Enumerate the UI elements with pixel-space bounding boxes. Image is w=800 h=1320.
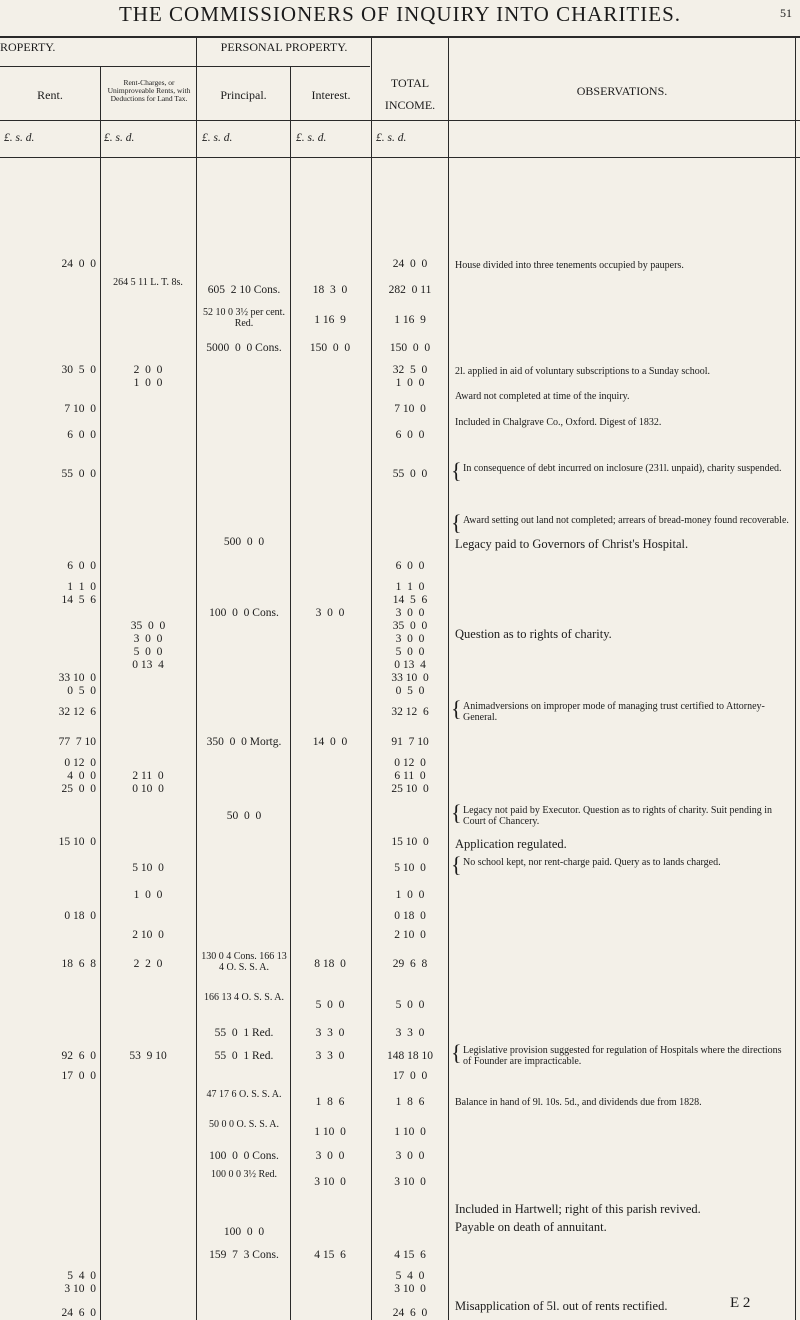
total-cell: 1 0 0: [395, 377, 425, 389]
total-cell: 0 5 0: [395, 685, 425, 697]
rent-cell: 92 6 0: [61, 1050, 96, 1062]
interest-cell: 3 3 0: [315, 1050, 345, 1062]
header-bottom-rule: [0, 120, 800, 121]
principal-cell: 52 10 0 3½ per cent. Red.: [203, 307, 285, 329]
total-cell: 32 5 0: [392, 364, 428, 376]
principal-cell: 100 0 0 3½ Red.: [210, 1169, 278, 1180]
rent-cell: 32 12 6: [58, 706, 96, 718]
total-cell: 2 10 0: [394, 929, 426, 941]
interest-header: Interest.: [311, 88, 351, 102]
total-cell: 3 0 0: [395, 607, 425, 619]
rc-cell: 264 5 11 L. T. 8s.: [113, 277, 183, 288]
interest-cell: 18 3 0: [312, 284, 348, 296]
rent-cell: 33 10 0: [58, 672, 96, 684]
brace-mark: {: [451, 800, 462, 825]
principal-cell: 50 0 0: [226, 810, 262, 822]
brace-mark: {: [451, 696, 462, 721]
interest-cell: 3 0 0: [315, 607, 345, 619]
principal-cell: 47 17 6 O. S. S. A.: [206, 1089, 282, 1100]
rc-cell: 1 0 0: [133, 889, 163, 901]
rc-cell: 5 10 0: [132, 862, 164, 874]
observation-text: Payable on death of annuitant.: [455, 1220, 607, 1234]
rc-cell: 2 11 0: [132, 770, 164, 782]
rc-cell: 1 0 0: [133, 377, 163, 389]
total-cell: 5 0 0: [395, 999, 425, 1011]
principal-cell: 55 0 1 Red.: [214, 1027, 274, 1039]
total-cell: 0 18 0: [394, 910, 426, 922]
interest-cell: 1 16 9: [314, 314, 346, 326]
total-cell: 55 0 0: [392, 468, 428, 480]
interest-cell: 3 0 0: [315, 1150, 345, 1162]
total-cell: 150 0 0: [389, 342, 431, 354]
signature-mark: E 2: [730, 1295, 751, 1311]
observation-text: 2l. applied in aid of voluntary subscriptions to a Sunday school.: [455, 366, 710, 377]
total-cell: 1 0 0: [395, 889, 425, 901]
rent-cell: 18 6 8: [61, 958, 96, 970]
personal-property-header: PERSONAL PROPERTY.: [220, 40, 348, 54]
total-cell: 4 15 6: [394, 1249, 426, 1261]
col-rule-1: [100, 66, 101, 1320]
rent-cell: 5 4 0: [67, 1270, 96, 1282]
total-cell: 5 10 0: [394, 862, 426, 874]
principal-cell: 100 0 0 Cons.: [209, 607, 279, 619]
top-rule: [0, 36, 800, 38]
total-cell: 1 10 0: [394, 1126, 426, 1138]
observation-text: Balance in hand of 9l. 10s. 5d., and dividends due from 1828.: [455, 1097, 702, 1108]
col-rule-5: [448, 36, 449, 1320]
observation-text: Included in Hartwell; right of this parish revived.: [455, 1202, 701, 1216]
principal-cell: 5000 0 0 Cons.: [206, 342, 282, 354]
observation-text: No school kept, nor rent-charge paid. Query as to lands charged.: [463, 857, 721, 868]
principal-header: Principal.: [220, 88, 267, 102]
rent-cell: 0 18 0: [64, 910, 96, 922]
observation-text: Legacy not paid by Executor. Question as to rights of charity. Suit pending in Court of Chancery.: [463, 805, 773, 827]
total-units: £. s. d.: [376, 132, 407, 144]
total-cell: 35 0 0: [392, 620, 428, 632]
interest-cell: 5 0 0: [315, 999, 345, 1011]
total-cell: 1 8 6: [395, 1096, 425, 1108]
rent-units: £. s. d.: [4, 132, 35, 144]
rent-cell: 0 5 0: [67, 685, 96, 697]
total-cell: 15 10 0: [391, 836, 429, 848]
rc-cell: 2 2 0: [133, 958, 163, 970]
rent-charges-units: £. s. d.: [104, 132, 135, 144]
rent-cell: 6 0 0: [67, 560, 96, 572]
observation-text: Question as to rights of charity.: [455, 627, 612, 641]
principal-cell: 350 0 0 Mortg.: [206, 736, 282, 748]
interest-cell: 8 18 0: [314, 958, 346, 970]
total-cell: 6 0 0: [395, 429, 425, 441]
total-cell: 29 6 8: [392, 958, 428, 970]
interest-cell: 1 8 6: [315, 1096, 345, 1108]
interest-cell: 14 0 0: [312, 736, 348, 748]
rc-cell: 3 0 0: [133, 633, 163, 645]
property-header: ROPERTY.: [0, 40, 56, 54]
total-cell: 5 4 0: [395, 1270, 425, 1282]
total-cell: 6 0 0: [395, 560, 425, 572]
principal-cell: 50 0 0 O. S. S. A.: [208, 1119, 279, 1130]
rc-cell: 35 0 0: [130, 620, 166, 632]
principal-cell: 159 7 3 Cons.: [209, 1249, 279, 1261]
total-cell: 91 7 10: [391, 736, 429, 748]
total-cell: 33 10 0: [391, 672, 429, 684]
income-header: INCOME.: [384, 98, 436, 112]
rc-cell: 0 10 0: [132, 783, 164, 795]
observation-text: Award not completed at time of the inquiry.: [455, 391, 630, 402]
principal-units: £. s. d.: [202, 132, 233, 144]
total-cell: 14 5 6: [392, 594, 428, 606]
units-bottom-rule: [0, 157, 800, 158]
total-cell: 3 3 0: [395, 1027, 425, 1039]
total-cell: 0 13 4: [394, 659, 426, 671]
principal-cell: 100 0 0 Cons.: [209, 1150, 279, 1162]
total-cell: 7 10 0: [394, 403, 426, 415]
total-cell: 17 0 0: [392, 1070, 428, 1082]
total-cell: 6 11 0: [394, 770, 426, 782]
total-header: TOTAL: [390, 76, 430, 90]
rent-charges-header: Rent-Charges, or Unimproveable Rents, with Deductions for Land Tax.: [107, 78, 191, 103]
observation-text: Legislative provision suggested for regulation of Hospitals where the directions of Founder are impracticable.: [463, 1045, 782, 1067]
total-cell: 282 0 11: [388, 284, 432, 296]
right-edge-rule: [795, 36, 796, 1320]
page-number: 51: [780, 6, 792, 20]
principal-cell: 605 2 10 Cons.: [207, 284, 281, 296]
rc-cell: 0 13 4: [132, 659, 164, 671]
rent-cell: 24 6 0: [61, 1307, 96, 1319]
interest-cell: 3 3 0: [315, 1027, 345, 1039]
total-cell: 3 10 0: [394, 1176, 426, 1188]
rc-cell: 5 0 0: [133, 646, 163, 658]
rc-cell: 53 9 10: [129, 1050, 167, 1062]
total-cell: 3 0 0: [395, 1150, 425, 1162]
interest-cell: 150 0 0: [309, 342, 351, 354]
page-title: THE COMMISSIONERS OF INQUIRY INTO CHARITIES.: [118, 2, 682, 26]
interest-cell: 3 10 0: [314, 1176, 346, 1188]
observation-text: House divided into three tenements occupied by paupers.: [455, 260, 684, 271]
principal-cell: 130 0 4 Cons. 166 13 4 O. S. S. A.: [201, 951, 287, 973]
rc-cell: 2 10 0: [132, 929, 164, 941]
total-cell: 3 0 0: [395, 633, 425, 645]
total-cell: 3 10 0: [394, 1283, 426, 1295]
brace-mark: {: [451, 1040, 462, 1065]
total-cell: 24 0 0: [392, 258, 428, 270]
col-rule-2: [196, 36, 197, 1320]
interest-cell: 1 10 0: [314, 1126, 346, 1138]
rent-cell: 6 0 0: [67, 429, 96, 441]
observation-text: Included in Chalgrave Co., Oxford. Digest of 1832.: [455, 417, 662, 428]
principal-cell: 100 0 0: [223, 1226, 265, 1238]
observation-text: Application regulated.: [455, 837, 567, 851]
interest-units: £. s. d.: [296, 132, 327, 144]
rent-cell: 14 5 6: [61, 594, 96, 606]
interest-cell: 4 15 6: [314, 1249, 346, 1261]
header-mid-rule: [0, 66, 370, 67]
col-rule-3: [290, 66, 291, 1320]
rent-cell: 77 7 10: [58, 736, 96, 748]
total-cell: 1 1 0: [395, 581, 425, 593]
rc-cell: 2 0 0: [133, 364, 163, 376]
observation-text: Animadversions on improper mode of managing trust certified to Attorney-General.: [463, 701, 765, 723]
rent-cell: 30 5 0: [61, 364, 96, 376]
rent-cell: 7 10 0: [64, 403, 96, 415]
rent-cell: 17 0 0: [61, 1070, 96, 1082]
rent-cell: 55 0 0: [61, 468, 96, 480]
total-cell: 5 0 0: [395, 646, 425, 658]
rent-cell: 0 12 0: [64, 757, 96, 769]
rent-cell: 1 1 0: [67, 581, 96, 593]
total-cell: 25 10 0: [391, 783, 429, 795]
observation-text: Award setting out land not completed; arrears of bread-money found recoverable.: [463, 515, 789, 526]
total-cell: 32 12 6: [391, 706, 429, 718]
brace-mark: {: [451, 458, 462, 483]
principal-cell: 55 0 1 Red.: [214, 1050, 274, 1062]
rent-cell: 15 10 0: [58, 836, 96, 848]
observations-header: OBSERVATIONS.: [576, 84, 668, 98]
rent-cell: 3 10 0: [64, 1283, 96, 1295]
principal-cell: 166 13 4 O. S. S. A.: [203, 992, 284, 1003]
total-cell: 148 18 10: [387, 1050, 433, 1062]
observation-text: Legacy paid to Governors of Christ's Hospital.: [455, 537, 689, 551]
rent-cell: 25 0 0: [61, 783, 96, 795]
observation-text: Misapplication of 5l. out of rents rectified.: [455, 1299, 668, 1313]
total-cell: 24 6 0: [392, 1307, 428, 1319]
rent-cell: 4 0 0: [67, 770, 96, 782]
rent-cell: 24 0 0: [61, 258, 96, 270]
principal-cell: 500 0 0: [223, 536, 265, 548]
col-rule-4: [371, 36, 372, 1320]
total-cell: 0 12 0: [394, 757, 426, 769]
brace-mark: {: [451, 510, 462, 535]
observation-text: In consequence of debt incurred on inclosure (231l. unpaid), charity suspended.: [463, 463, 782, 474]
rent-header: Rent.: [37, 88, 63, 102]
brace-mark: {: [451, 852, 462, 877]
total-cell: 1 16 9: [394, 314, 426, 326]
